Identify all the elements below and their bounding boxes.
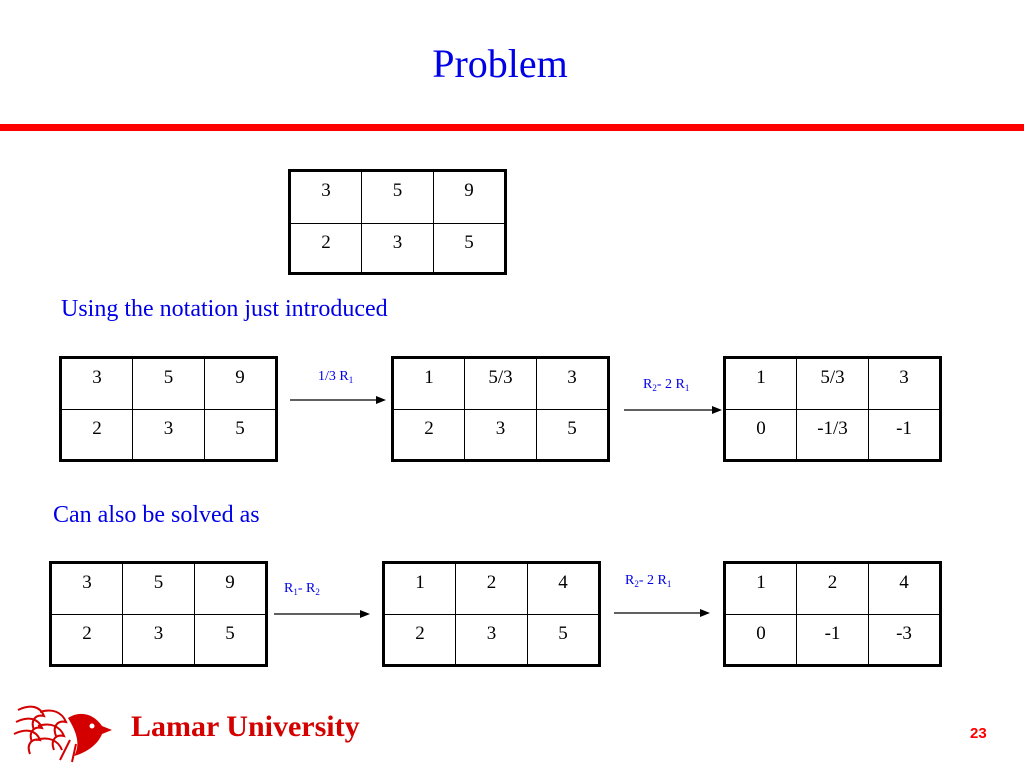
arrow-right-icon	[274, 608, 370, 620]
matrix-cell: -3	[869, 615, 941, 666]
matrix-cell: 3	[456, 615, 528, 666]
matrix-cell: 0	[725, 410, 797, 461]
matrix-cell: 0	[725, 615, 797, 666]
operation-a1	[318, 370, 353, 385]
matrix-cell: 2	[797, 563, 869, 615]
op-text: R	[625, 573, 635, 588]
op-text: R	[284, 581, 294, 596]
matrix-cell: 5/3	[797, 358, 869, 410]
matrix-cell: 5	[362, 171, 434, 224]
cardinal-logo-icon	[10, 700, 114, 764]
matrix-row	[61, 358, 277, 410]
matrix-a2	[391, 356, 610, 462]
matrix-cell: 1	[393, 358, 465, 410]
matrix-cell: 3	[869, 358, 941, 410]
matrix-cell: 9	[434, 171, 506, 224]
op-subscript: 2	[652, 383, 657, 393]
op-subscript: 1	[293, 587, 298, 597]
matrix-row	[384, 615, 600, 666]
matrix-cell: 4	[528, 563, 600, 615]
matrix-cell: 5	[434, 224, 506, 274]
matrix-row	[290, 171, 506, 224]
matrix-row	[384, 563, 600, 615]
slide-title: Problem	[432, 41, 568, 86]
initial-matrix	[288, 169, 507, 275]
operation-a2	[643, 378, 689, 393]
matrix-cell: 5	[133, 358, 205, 410]
op-subscript: 1	[348, 375, 354, 385]
matrix-b3	[723, 561, 942, 667]
subheading-alternative: Can also be solved as	[53, 502, 260, 528]
page-number: 23	[970, 725, 987, 742]
matrix-cell: 2	[51, 615, 123, 666]
matrix-cell: -1	[797, 615, 869, 666]
operation-b2	[625, 574, 671, 589]
matrix-row	[725, 358, 941, 410]
matrix-cell: 2	[290, 224, 362, 274]
matrix-cell: 3	[51, 563, 123, 615]
matrix-row	[51, 615, 267, 666]
op-subscript: 2	[315, 587, 320, 597]
matrix-row	[61, 410, 277, 461]
op-text: - R	[297, 581, 316, 596]
matrix-b1	[49, 561, 268, 667]
matrix-cell: 4	[869, 563, 941, 615]
op-subscript: 2	[634, 579, 639, 589]
matrix-a1	[59, 356, 278, 462]
op-subscript: 1	[684, 383, 690, 393]
matrix-cell: 9	[195, 563, 267, 615]
matrix-cell: 2	[456, 563, 528, 615]
matrix-cell: 5	[195, 615, 267, 666]
matrix-cell: 5	[528, 615, 600, 666]
matrix-cell: 3	[362, 224, 434, 274]
matrix-cell: 2	[61, 410, 133, 461]
subheading-notation: Using the notation just introduced	[61, 296, 388, 322]
matrix-cell: 3	[61, 358, 133, 410]
matrix-row	[725, 615, 941, 666]
matrix-cell: 2	[384, 615, 456, 666]
arrow-right-icon	[290, 394, 386, 406]
matrix-cell: 3	[133, 410, 205, 461]
arrow-right-icon	[624, 404, 722, 416]
matrix-cell: 1	[725, 563, 797, 615]
matrix-cell: 5	[123, 563, 195, 615]
matrix-a3	[723, 356, 942, 462]
footer-university-name: Lamar University	[131, 710, 360, 743]
matrix-cell: 1	[725, 358, 797, 410]
op-text: R	[643, 377, 653, 392]
matrix-row	[725, 563, 941, 615]
matrix-row	[393, 358, 609, 410]
matrix-cell: -1	[869, 410, 941, 461]
matrix-row	[725, 410, 941, 461]
matrix-cell: 5	[537, 410, 609, 461]
matrix-cell: 3	[537, 358, 609, 410]
arrow-right-icon	[614, 607, 710, 619]
matrix-cell: 3	[123, 615, 195, 666]
op-text: - 2 R	[638, 573, 667, 588]
matrix-cell: 1	[384, 563, 456, 615]
op-subscript: 1	[666, 579, 672, 589]
matrix-b2	[382, 561, 601, 667]
operation-b1	[284, 582, 320, 597]
matrix-row	[393, 410, 609, 461]
matrix-cell: 2	[393, 410, 465, 461]
matrix-cell: 9	[205, 358, 277, 410]
title-divider	[0, 124, 1024, 131]
matrix-cell: 3	[290, 171, 362, 224]
matrix-cell: 5	[205, 410, 277, 461]
matrix-cell: -1/3	[797, 410, 869, 461]
op-text: 1/3 R	[318, 369, 349, 384]
matrix-row	[51, 563, 267, 615]
matrix-cell: 3	[465, 410, 537, 461]
matrix-row	[290, 224, 506, 274]
matrix-cell: 5/3	[465, 358, 537, 410]
op-text: - 2 R	[656, 377, 685, 392]
